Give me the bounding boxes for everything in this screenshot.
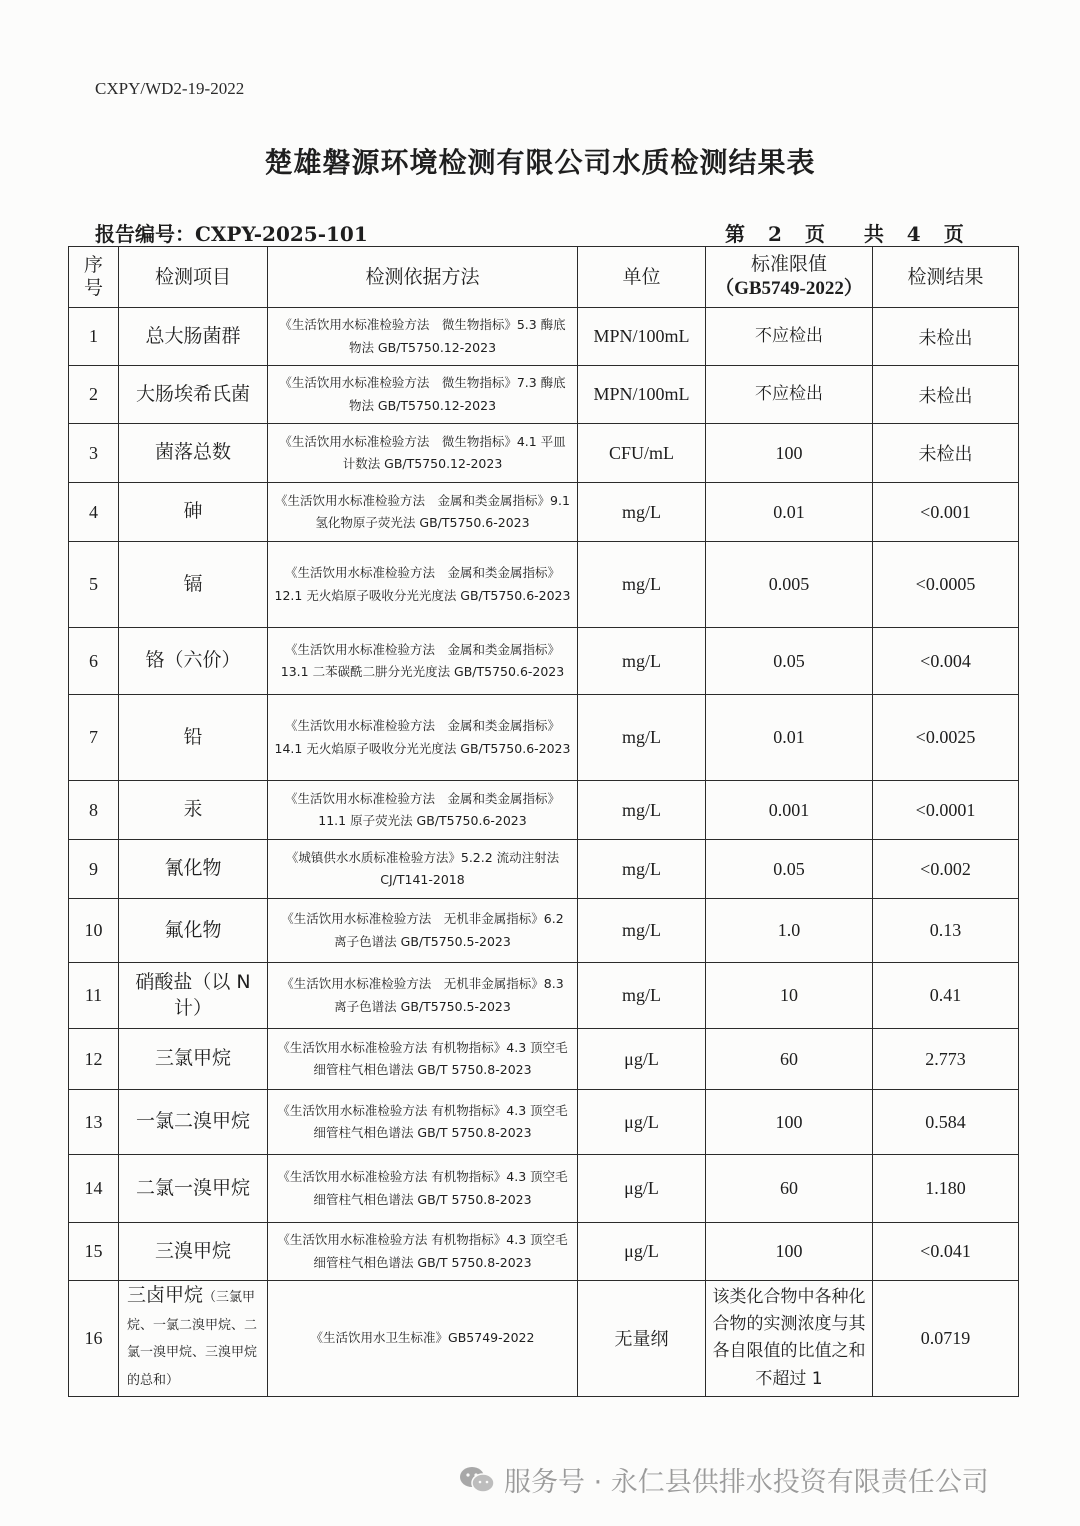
cell-idx: 2	[69, 366, 119, 424]
results-table	[68, 246, 1019, 1397]
cell-result: 0.41	[873, 963, 1019, 1029]
table-row	[69, 1223, 1019, 1281]
cell-result: <0.002	[873, 840, 1019, 899]
cell-result: 0.0719	[873, 1281, 1019, 1397]
cell-result: 2.773	[873, 1029, 1019, 1090]
table-row	[69, 1029, 1019, 1090]
cell-method: 《生活饮用水标准检验方法 微生物指标》4.1 平皿计数法 GB/T5750.12-2023	[268, 424, 578, 483]
cell-idx: 7	[69, 695, 119, 781]
watermark-text: 服务号 · 永仁县供排水投资有限责任公司	[504, 1467, 989, 1498]
cell-limit: 100	[706, 1223, 873, 1281]
cell-limit: 不应检出	[706, 308, 873, 366]
cell-method: 《生活饮用水标准检验方法 微生物指标》7.3 酶底物法 GB/T5750.12-2023	[268, 366, 578, 424]
page-current: 2	[767, 222, 782, 246]
cell-idx: 16	[69, 1281, 119, 1397]
cell-limit: 该类化合物中各种化合物的实测浓度与其各自限值的比值之和不超过 1	[706, 1281, 873, 1397]
cell-method: 《生活饮用水卫生标准》GB5749-2022	[268, 1281, 578, 1397]
cell-item-main: 三卤甲烷	[127, 1284, 204, 1306]
cell-limit: 0.05	[706, 840, 873, 899]
cell-item: 铬（六价）	[119, 628, 268, 695]
cell-unit: MPN/100mL	[578, 308, 706, 366]
cell-item: 二氯一溴甲烷	[119, 1155, 268, 1223]
cell-method: 《生活饮用水标准检验方法 有机物指标》4.3 顶空毛细管柱气相色谱法 GB/T 5750.8-2023	[268, 1029, 578, 1090]
cell-item-sub: （三氯甲烷、一氯二溴甲烷、二氯一溴甲烷、三溴甲烷的总和）	[127, 1290, 258, 1389]
cell-item: 铅	[119, 695, 268, 781]
header-limit	[706, 247, 873, 308]
cell-idx: 11	[69, 963, 119, 1029]
cell-limit: 0.05	[706, 628, 873, 695]
cell-result: <0.0025	[873, 695, 1019, 781]
cell-method: 《生活饮用水标准检验方法 金属和类金属指标》9.1 氢化物原子荧光法 GB/T5750.6-2023	[268, 483, 578, 542]
cell-result: 未检出	[873, 366, 1019, 424]
table-row	[69, 424, 1019, 483]
cell-limit: 0.01	[706, 695, 873, 781]
cell-result: 未检出	[873, 308, 1019, 366]
table-row	[69, 628, 1019, 695]
page-mid: 页	[804, 222, 825, 246]
cell-method: 《生活饮用水标准检验方法 金属和类金属指标》12.1 无火焰原子吸收分光光度法 GB/T5750.6-2023	[268, 542, 578, 628]
table-row	[69, 483, 1019, 542]
cell-item: 硝酸盐（以 N 计）	[119, 963, 268, 1029]
cell-item: 大肠埃希氏菌	[119, 366, 268, 424]
cell-item: 镉	[119, 542, 268, 628]
table-header-row	[69, 247, 1019, 308]
table-body	[69, 308, 1019, 1397]
header-idx: 序号	[69, 247, 119, 308]
cell-unit: MPN/100mL	[578, 366, 706, 424]
cell-item: 汞	[119, 781, 268, 840]
report-number: 报告编号：CXPY-2025-101	[95, 222, 368, 246]
watermark	[458, 1460, 989, 1499]
page-total: 4	[906, 222, 921, 246]
cell-unit: 无量纲	[578, 1281, 706, 1397]
cell-limit: 100	[706, 1090, 873, 1155]
cell-idx: 15	[69, 1223, 119, 1281]
cell-method: 《生活饮用水标准检验方法 无机非金属指标》8.3 离子色谱法 GB/T5750.5-2023	[268, 963, 578, 1029]
table-row	[69, 963, 1019, 1029]
cell-method: 《生活饮用水标准检验方法 金属和类金属指标》14.1 无火焰原子吸收分光光度法 GB/T5750.6-2023	[268, 695, 578, 781]
cell-limit: 不应检出	[706, 366, 873, 424]
wechat-icon	[458, 1465, 496, 1495]
cell-result: <0.0001	[873, 781, 1019, 840]
cell-item: 氟化物	[119, 899, 268, 963]
cell-idx: 13	[69, 1090, 119, 1155]
cell-result: 0.584	[873, 1090, 1019, 1155]
cell-result: 0.13	[873, 899, 1019, 963]
cell-idx: 14	[69, 1155, 119, 1223]
cell-result: 1.180	[873, 1155, 1019, 1223]
table-row	[69, 899, 1019, 963]
cell-idx: 10	[69, 899, 119, 963]
cell-limit: 1.0	[706, 899, 873, 963]
cell-idx: 1	[69, 308, 119, 366]
cell-item: 砷	[119, 483, 268, 542]
cell-unit: CFU/mL	[578, 424, 706, 483]
page-prefix: 第	[725, 222, 745, 246]
cell-idx: 12	[69, 1029, 119, 1090]
page-total-label: 共	[863, 222, 884, 246]
cell-item: 氰化物	[119, 840, 268, 899]
cell-limit: 60	[706, 1155, 873, 1223]
cell-limit: 10	[706, 963, 873, 1029]
document-code: CXPY/WD2-19-2022	[95, 79, 245, 98]
header-limit-line1: 标准限值	[750, 253, 827, 276]
cell-unit: mg/L	[578, 542, 706, 628]
cell-method: 《生活饮用水标准检验方法 金属和类金属指标》11.1 原子荧光法 GB/T5750.6-2023	[268, 781, 578, 840]
cell-unit: mg/L	[578, 963, 706, 1029]
cell-unit: μg/L	[578, 1090, 706, 1155]
cell-idx: 4	[69, 483, 119, 542]
cell-method: 《生活饮用水标准检验方法 有机物指标》4.3 顶空毛细管柱气相色谱法 GB/T 5750.8-2023	[268, 1223, 578, 1281]
cell-limit: 0.001	[706, 781, 873, 840]
table-row	[69, 1281, 1019, 1397]
cell-method: 《生活饮用水标准检验方法 金属和类金属指标》13.1 二苯碳酰二肼分光光度法 GB/T5750.6-2023	[268, 628, 578, 695]
table-row	[69, 840, 1019, 899]
cell-unit: μg/L	[578, 1155, 706, 1223]
table-row	[69, 366, 1019, 424]
cell-item: 一氯二溴甲烷	[119, 1090, 268, 1155]
cell-limit: 0.005	[706, 542, 873, 628]
cell-item: 三氯甲烷	[119, 1029, 268, 1090]
cell-limit: 100	[706, 424, 873, 483]
cell-unit: mg/L	[578, 840, 706, 899]
header-method: 检测依据方法	[268, 247, 578, 308]
cell-unit: mg/L	[578, 483, 706, 542]
cell-idx: 8	[69, 781, 119, 840]
cell-method: 《生活饮用水标准检验方法 有机物指标》4.3 顶空毛细管柱气相色谱法 GB/T 5750.8-2023	[268, 1155, 578, 1223]
cell-item	[119, 1281, 268, 1397]
page-title: 楚雄磐源环境检测有限公司水质检测结果表	[264, 146, 816, 179]
table-row	[69, 308, 1019, 366]
table-row	[69, 1155, 1019, 1223]
cell-unit: mg/L	[578, 628, 706, 695]
cell-result: <0.001	[873, 483, 1019, 542]
cell-idx: 5	[69, 542, 119, 628]
table-row	[69, 695, 1019, 781]
cell-result: <0.0005	[873, 542, 1019, 628]
cell-idx: 3	[69, 424, 119, 483]
header-result: 检测结果	[873, 247, 1019, 308]
header-item: 检测项目	[119, 247, 268, 308]
cell-method: 《城镇供水水质标准检验方法》5.2.2 流动注射法 CJ/T141-2018	[268, 840, 578, 899]
header-unit: 单位	[578, 247, 706, 308]
page-indicator	[725, 218, 964, 247]
cell-method: 《生活饮用水标准检验方法 无机非金属指标》6.2 离子色谱法 GB/T5750.5-2023	[268, 899, 578, 963]
cell-idx: 9	[69, 840, 119, 899]
cell-unit: μg/L	[578, 1223, 706, 1281]
cell-method: 《生活饮用水标准检验方法 有机物指标》4.3 顶空毛细管柱气相色谱法 GB/T 5750.8-2023	[268, 1090, 578, 1155]
table-row	[69, 542, 1019, 628]
cell-limit: 60	[706, 1029, 873, 1090]
cell-unit: mg/L	[578, 899, 706, 963]
cell-idx: 6	[69, 628, 119, 695]
cell-limit: 0.01	[706, 483, 873, 542]
cell-result: <0.041	[873, 1223, 1019, 1281]
cell-result: 未检出	[873, 424, 1019, 483]
cell-unit: μg/L	[578, 1029, 706, 1090]
table-row	[69, 1090, 1019, 1155]
cell-unit: mg/L	[578, 781, 706, 840]
cell-method: 《生活饮用水标准检验方法 微生物指标》5.3 酶底物法 GB/T5750.12-2023	[268, 308, 578, 366]
header-limit-line2: （GB5749-2022）	[715, 278, 863, 299]
cell-item: 总大肠菌群	[119, 308, 268, 366]
cell-result: <0.004	[873, 628, 1019, 695]
table-row	[69, 781, 1019, 840]
cell-item: 三溴甲烷	[119, 1223, 268, 1281]
cell-unit: mg/L	[578, 695, 706, 781]
page-suffix: 页	[943, 222, 964, 246]
cell-item: 菌落总数	[119, 424, 268, 483]
